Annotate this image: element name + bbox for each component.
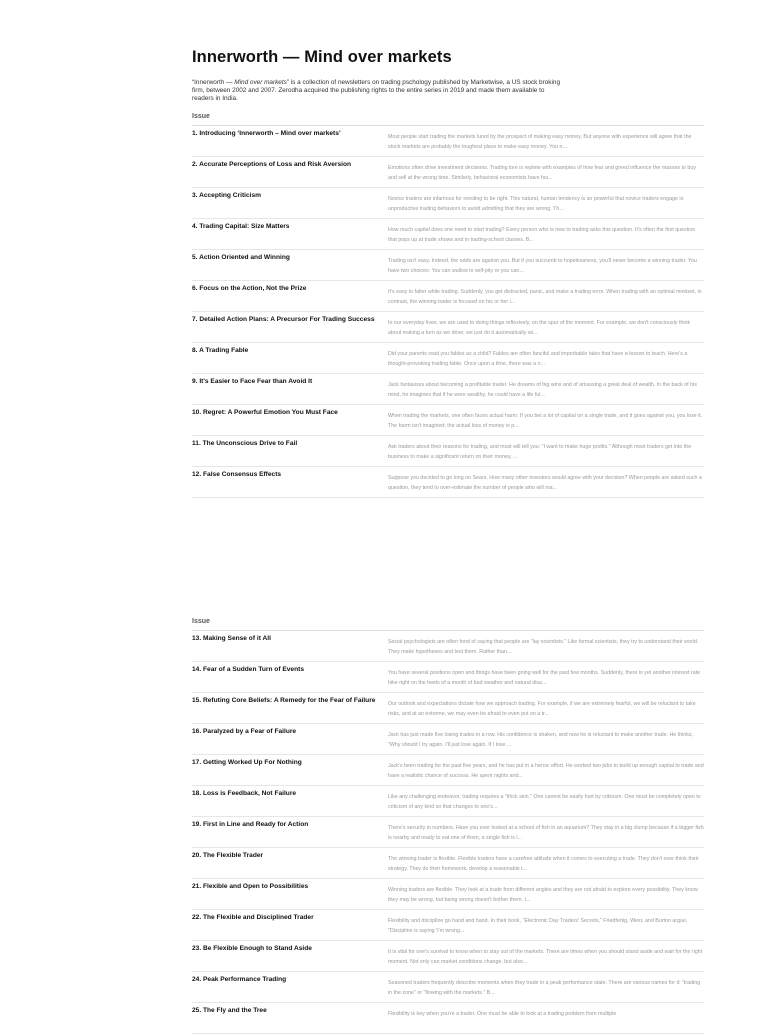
issue-title-link[interactable]: 10. Regret: A Powerful Emotion You Must Face — [192, 409, 338, 416]
issue-excerpt: Did your parents read you fables as a child? Fables are often fanciful and improbable tales that have a lesson to teach. Here's a thought-provoking trading fable. Once upon a time, there was a n... — [388, 351, 688, 367]
issue-excerpt: Most people start trading the markets lured by the prospect of making easy money. But anyone with experience will agree that the stock markets are probably the toughest place to make easy money. You n... — [388, 134, 692, 150]
intro-quote-close: ” — [286, 79, 289, 86]
table-row — [192, 405, 704, 436]
table-row — [192, 219, 704, 250]
issue-title-link[interactable]: 1. Introducing ‘Innerworth – Mind over markets’ — [192, 130, 341, 137]
issue-title-link[interactable]: 20. The Flexible Trader — [192, 852, 264, 859]
table-row — [192, 848, 704, 879]
page-content — [192, 48, 704, 1017]
issue-excerpt: Social psychologists are often fond of saying that people are "lay scientists." Like formal scientists, they try to understand their world. They make hypotheses and test them. Rather than... — [388, 639, 699, 655]
table-row — [192, 436, 704, 467]
issue-table-1 — [192, 112, 704, 498]
issue-title-link[interactable]: 14. Fear of a Sudden Turn of Events — [192, 666, 304, 673]
issue-title-link[interactable]: 9. It's Easier to Face Fear than Avoid It — [192, 378, 313, 385]
issue-title-link[interactable]: 2. Accurate Perceptions of Loss and Risk Aversion — [192, 161, 352, 168]
issue-excerpt: Ask traders about their reasons for trading, and most will tell you: "I want to make huge profits." Although most traders get into the business to make a significant return on their money, ... — [388, 444, 692, 460]
issue-excerpt: Trading isn't easy. Indeed, the odds are against you. But if you succumb to hopelessness, you'll never become a winning trader. You have two choices: You can wallow in self-pity or you can... — [388, 258, 697, 274]
issue-excerpt: When trading the markets, one often faces actual harm: If you bet a lot of capital on a single trade, and it goes against you, you lose it. The harm isn't imagined; the actual loss of money is p... — [388, 413, 703, 429]
issue-title-link[interactable]: 4. Trading Capital: Size Matters — [192, 223, 290, 230]
table-row — [192, 693, 704, 724]
table-row — [192, 157, 704, 188]
issue-excerpt: Seasoned traders frequently describe moments when they trade in a peak performance state. There are various names for it: "trading in the zone" or "flowing with the markets." B... — [388, 980, 701, 996]
issue-excerpt: In our everyday lives, we are used to doing things reflexively, on the spur of the moment. For example, we don't consciously think about making a turn as we drive; we just do it automatically wi... — [388, 320, 691, 336]
issue-title-link[interactable]: 5. Action Oriented and Winning — [192, 254, 290, 261]
intro-text: is a collection of newsletters on trading pschology published by Marketwise, a US stock broking firm, between 2002 and 2007. Zerodha acquired the publishing rights to the entire series in 2019 and made them available to readers in India. — [192, 79, 560, 102]
issue-excerpt: Our outlook and expectations dictate how we approach trading. For example, if we are extremely fearful, we will be reluctant to take risks, and at an extreme, we may even be afraid to even put on a tr... — [388, 701, 696, 717]
issue-title-link[interactable]: 24. Peak Performance Trading — [192, 976, 287, 983]
issue-title-link[interactable]: 15. Refuting Core Beliefs: A Remedy for the Fear of Failure — [192, 697, 376, 704]
issue-title-link[interactable]: 8. A Trading Fable — [192, 347, 249, 354]
issue-excerpt: Novice traders are infamous for needing to be right. This natural, human tendency is so powerful that novice traders engage in unproductive trading behaviors to avoid admitting that they are wrong. Th... — [388, 196, 684, 212]
table-row — [192, 879, 704, 910]
issue-title-link[interactable]: 13. Making Sense of it All — [192, 635, 271, 642]
issue-excerpt: Emotions often drive investment decisions. Trading lore is replete with examples of how fear and greed influence the masses to buy and sell at the wrong time. Similarly, behavioral economists have fou... — [388, 165, 696, 181]
issue-title-link[interactable]: 3. Accepting Criticism — [192, 192, 262, 199]
table-row — [192, 1003, 704, 1034]
table-row — [192, 662, 704, 693]
issue-excerpt: Winning traders are flexible. They look at a trade from different angles and they are not afraid to explore every possibility. They know they may be wrong, but being wrong doesn't bother them. I... — [388, 887, 698, 903]
intro-italic-title: Mind over markets — [234, 79, 287, 86]
table-row — [192, 343, 704, 374]
table-row — [192, 941, 704, 972]
issue-excerpt: It's easy to falter while trading. Suddenly, you get distracted, panic, and make a trading error. When trading with an optimal mindset, in contrast, the winning trader is focused on his or her i... — [388, 289, 702, 305]
issue-title-link[interactable]: 25. The Fly and the Tree — [192, 1007, 267, 1014]
table-row — [192, 281, 704, 312]
issue-excerpt: It is vital for one's survival to know when to stay out of the markets. There are times when you should stand aside and wait for the right moment. Not only can market conditions change, but also... — [388, 949, 703, 965]
issue-excerpt: You have several positions open and things have been going well for the past few months. Suddenly, there is yet another interest rate hike right on the heels of a month of bad weather and natural disa... — [388, 670, 701, 686]
intro-paragraph — [192, 79, 567, 103]
issue-excerpt: Flexibility and discipline go hand and hand. In their book, "Electronic Day Traders' Secrets," Friedfertig, West, and Burton argue, "Discipline is saying 'I'm wrong... — [388, 918, 688, 934]
issue-excerpt: Like any challenging endeavor, trading requires a "thick skin." One cannot be easily hurt by criticism. One must be completely open to criticism of any kind so that changes to one's... — [388, 794, 701, 810]
table-row — [192, 374, 704, 405]
table-row — [192, 910, 704, 941]
table-row — [192, 467, 704, 498]
table-row — [192, 188, 704, 219]
issue-column-header: Issue — [192, 112, 704, 126]
issue-title-link[interactable]: 11. The Unconscious Drive to Fail — [192, 440, 298, 447]
issue-title-link[interactable]: 12. False Consensus Effects — [192, 471, 282, 478]
issue-title-link[interactable]: 22. The Flexible and Disciplined Trader — [192, 914, 314, 921]
issue-title-link[interactable]: 6. Focus on the Action, Not the Prize — [192, 285, 307, 292]
table-row — [192, 312, 704, 343]
table-row — [192, 755, 704, 786]
table-row — [192, 972, 704, 1003]
table-row — [192, 817, 704, 848]
issue-title-link[interactable]: 7. Detailed Action Plans: A Precursor For Trading Success — [192, 316, 375, 323]
issue-excerpt: Jack has just made five losing trades in a row. His confidence is shaken, and now he is reluctant to make another trade. He thinks, "Why should I try again. I'll just lose again. If I lose ... — [388, 732, 694, 748]
table-row — [192, 631, 704, 662]
issue-excerpt: There's security in numbers. Have you ever looked at a school of fish in an aquarium? They stay in a big clump because if a bigger fish is nearby and ready to eat one of them, a single fish is l... — [388, 825, 704, 841]
table-row — [192, 724, 704, 755]
issue-title-link[interactable]: 23. Be Flexible Enough to Stand Aside — [192, 945, 312, 952]
table-row — [192, 250, 704, 281]
issue-title-link[interactable]: 18. Loss is Feedback, Not Failure — [192, 790, 297, 797]
issue-title-link[interactable]: 21. Flexible and Open to Possibilities — [192, 883, 309, 890]
issue-title-link[interactable]: 16. Paralyzed by a Fear of Failure — [192, 728, 297, 735]
table-row — [192, 126, 704, 157]
issue-excerpt: Jack fantasizes about becoming a profitable trader. He dreams of big wins and of amassing a great deal of wealth. In the back of his mind, he imagines that if he were wealthy, he could have a life ful... — [388, 382, 697, 398]
table-row — [192, 786, 704, 817]
issue-excerpt: How much capital does one need to start trading? Every person who is new to trading asks this question. It's often the first question that pops up at trade shows and in trading-school classes. B... — [388, 227, 696, 243]
issue-column-header: Issue — [192, 617, 704, 631]
issue-excerpt: Jack's been trading for the past five years, and he has put in a heroic effort. He worked two jobs to build up enough capital to trade and have a realistic chance of success. He spent nights and... — [388, 763, 704, 779]
issue-title-link[interactable]: 19. First in Line and Ready for Action — [192, 821, 309, 828]
issue-excerpt: Flexibility is key when you're a trader. One must be able to look at a trading problem from multiple — [388, 1011, 617, 1017]
intro-quote-open: “Innerworth — — [192, 79, 235, 86]
issue-title-link[interactable]: 17. Getting Worked Up For Nothing — [192, 759, 302, 766]
issue-excerpt: Suppose you decided to go long on Sears. How many other investors would agree with your decision? When people are asked such a question, they tend to over-estimate the number of people who will ma... — [388, 475, 702, 491]
issue-table-2 — [192, 617, 704, 1034]
issue-excerpt: The winning trader is flexible. Flexible traders have a carefree attitude when it comes to executing a trade. They don't over-think their strategy. They do their homework, develop a reasonable t... — [388, 856, 699, 872]
page-title: Innerworth — Mind over markets — [192, 48, 452, 66]
